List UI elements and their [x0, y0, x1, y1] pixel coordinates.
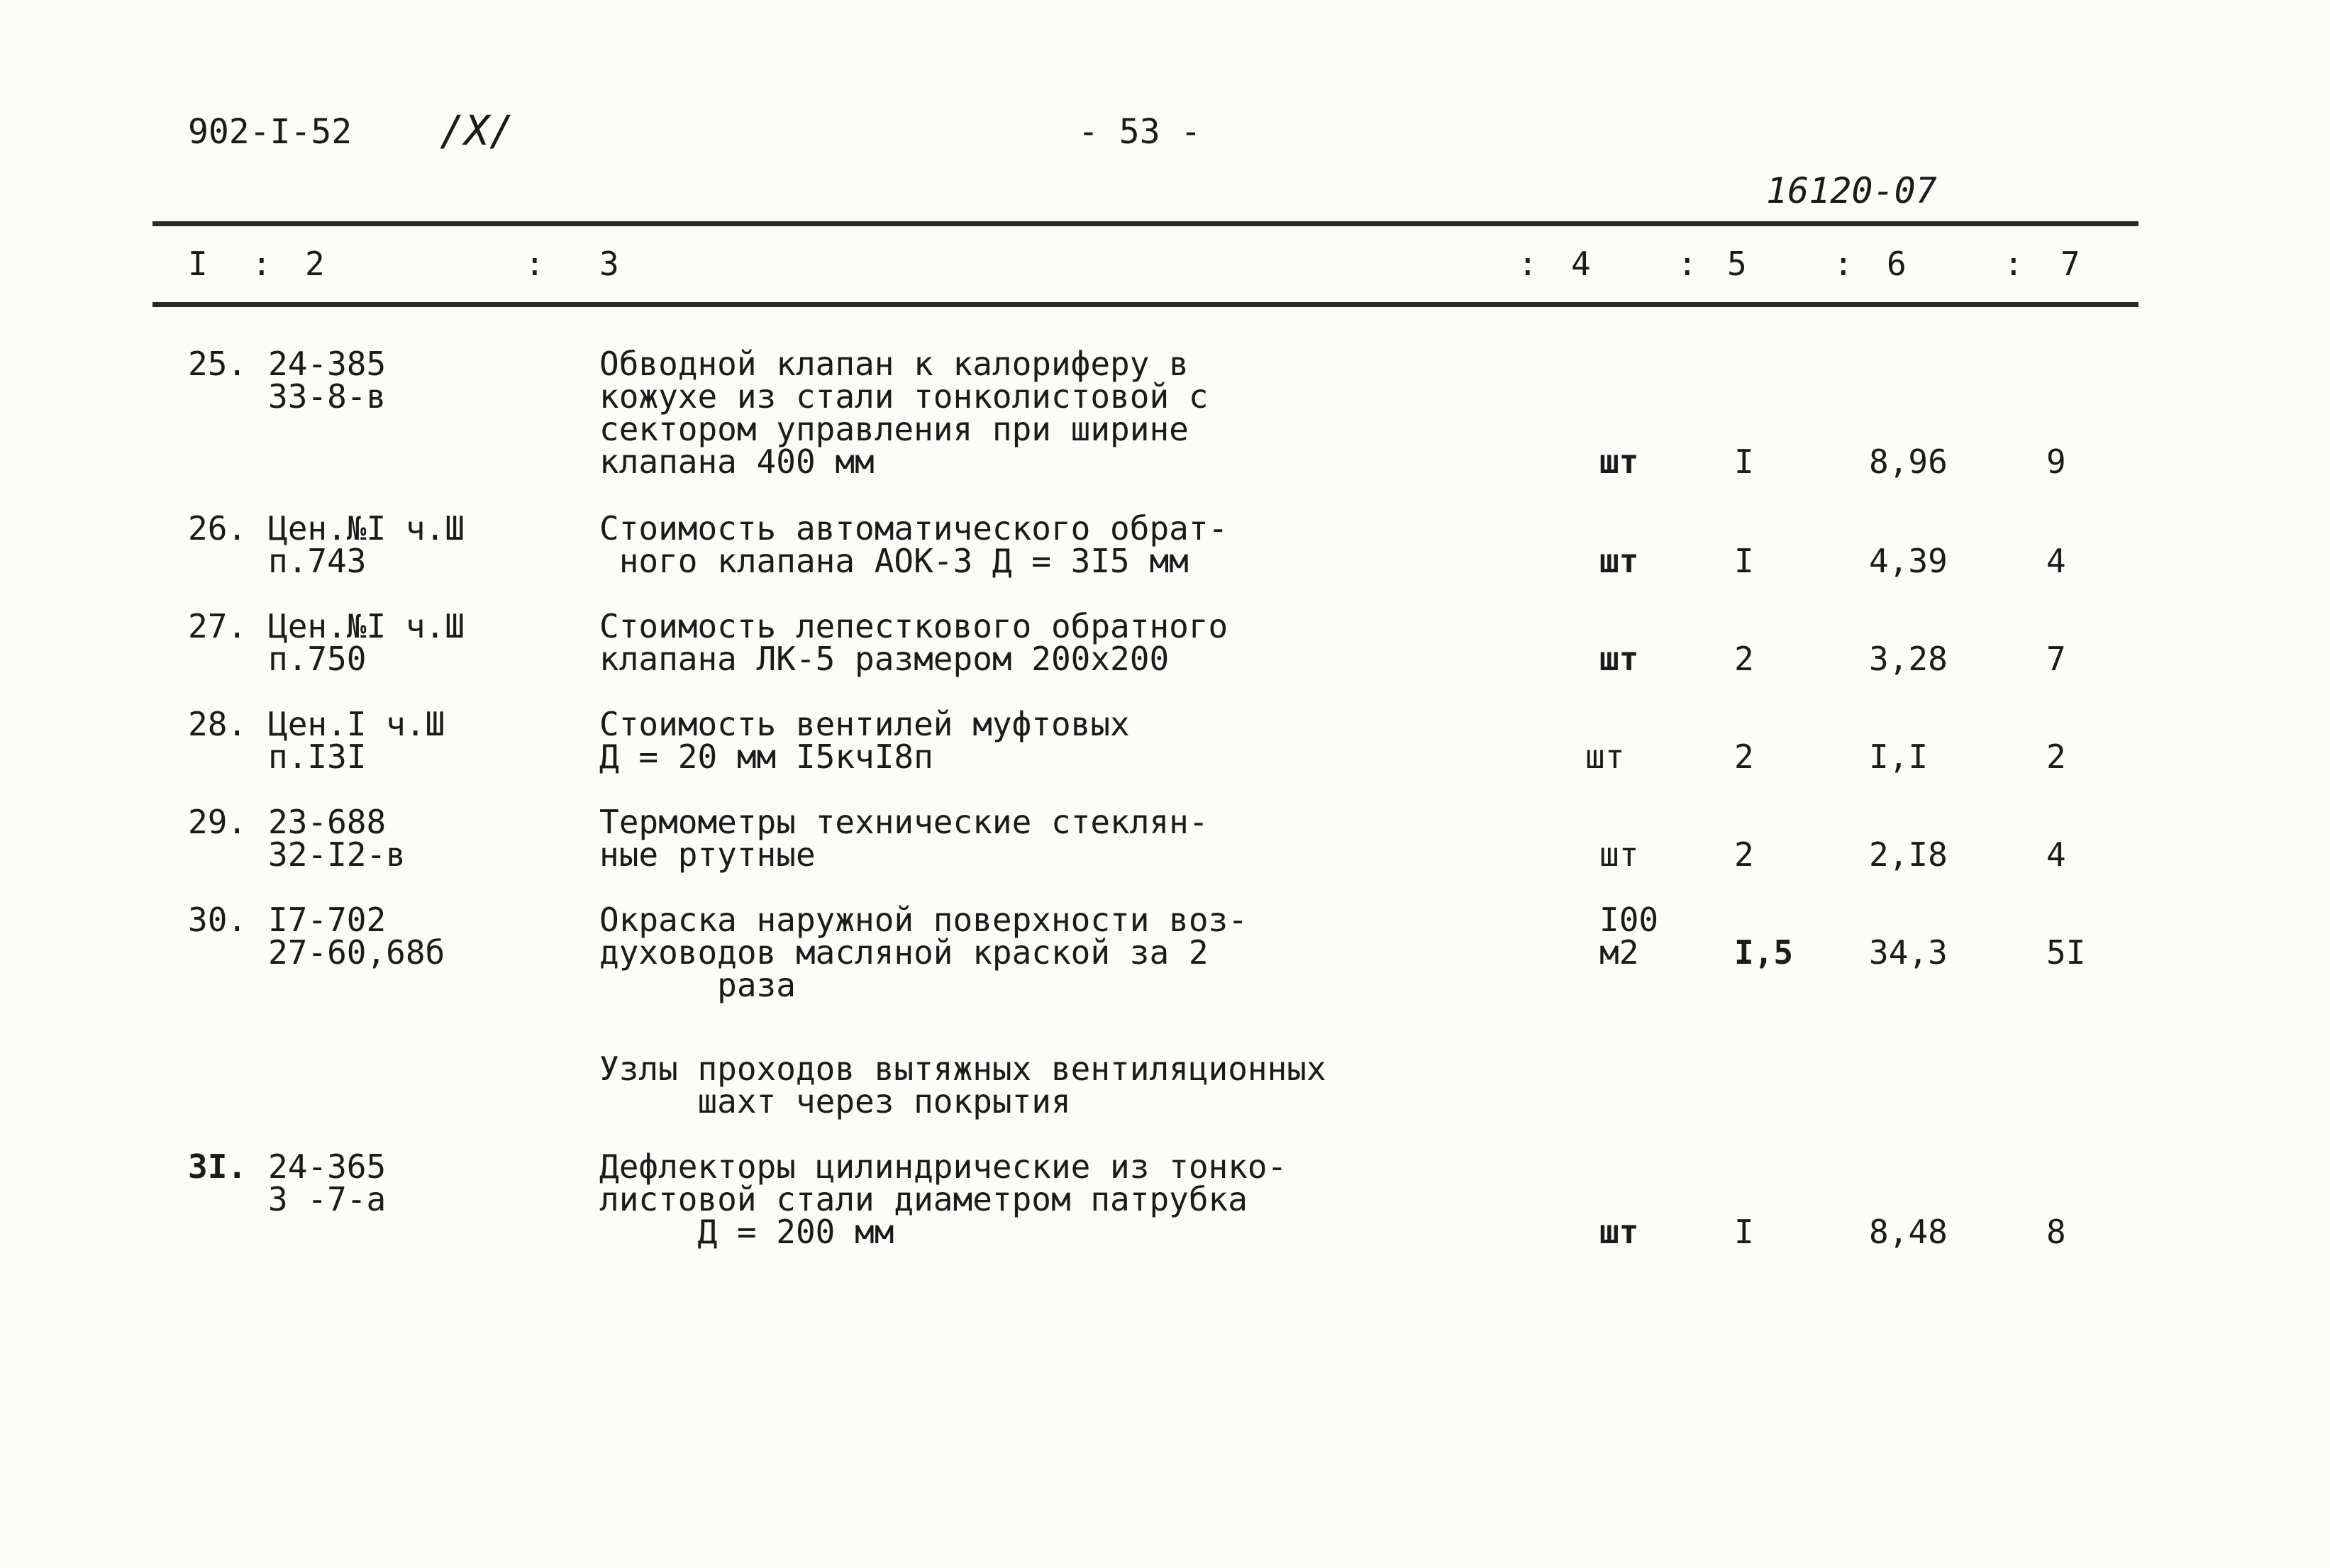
description-line: кожухе из стали тонколистовой с — [599, 377, 1209, 416]
unit: шт — [1599, 1213, 1639, 1251]
description-line: Д = 200 мм — [599, 1213, 894, 1251]
description-line: Окраска наружной поверхности воз- — [599, 901, 1248, 939]
reference-line: 27-60,68б — [268, 933, 445, 972]
reference-line: п.750 — [268, 640, 367, 678]
column-separator: : — [525, 245, 545, 283]
reference-line: п.743 — [268, 542, 367, 580]
unit-price: 2,I8 — [1869, 835, 1948, 874]
archive-code: 16120-07 — [1766, 170, 1937, 211]
column-separator: : — [252, 245, 272, 283]
document-code: 902-I-52 — [188, 112, 353, 152]
row-number: 3I. — [188, 1147, 248, 1186]
unit: шт — [1599, 835, 1639, 874]
description-line: Термометры технические стеклян- — [599, 803, 1209, 841]
total: 7 — [2046, 640, 2066, 678]
description-line: ные ртутные — [599, 835, 816, 874]
quantity: 2 — [1734, 835, 1754, 874]
reference-line: 24-385 — [268, 345, 387, 383]
total: 4 — [2046, 542, 2066, 580]
section-heading-line: шахт через покрытия — [599, 1082, 1071, 1121]
column-separator: : — [1834, 245, 1853, 283]
unit: шт — [1585, 738, 1625, 776]
description-line: Стоимость вентилей муфтовых — [599, 705, 1130, 743]
description-line: Д = 20 мм I5кчI8п — [599, 738, 933, 776]
row-number: 27. — [188, 607, 248, 645]
row-number: 29. — [188, 803, 248, 841]
column-separator: : — [1677, 245, 1697, 283]
reference-line: Цен.I ч.Ш — [268, 705, 445, 743]
total: 4 — [2046, 835, 2066, 874]
column-header-5: 5 — [1727, 245, 1747, 283]
unit: I00 м2 — [1599, 901, 1659, 972]
unit-price: 8,48 — [1869, 1213, 1948, 1251]
reference-line: I7-702 — [268, 901, 387, 939]
unit-price: I,I — [1869, 738, 1929, 776]
column-header-2: 2 — [305, 245, 325, 283]
description-line: клапана 400 мм — [599, 443, 875, 481]
quantity: I,5 — [1734, 933, 1794, 972]
unit: шт — [1599, 443, 1639, 481]
volume-mark: /X/ — [440, 106, 514, 155]
unit-price: 4,39 — [1869, 542, 1948, 580]
row-number: 26. — [188, 509, 248, 547]
page-number: - 53 - — [1078, 112, 1202, 152]
description-line: ного клапана АОК-3 Д = 3I5 мм — [599, 542, 1189, 580]
total: 8 — [2046, 1213, 2066, 1251]
row-number: 25. — [188, 345, 248, 383]
quantity: 2 — [1734, 640, 1754, 678]
unit-price: 34,3 — [1869, 933, 1948, 972]
reference-line: 3 -7-а — [268, 1180, 387, 1218]
table-header-top-rule — [152, 221, 2138, 226]
row-number: 28. — [188, 705, 248, 743]
description-line: листовой стали диаметром патрубка — [599, 1180, 1248, 1218]
row-number: 30. — [188, 901, 248, 939]
quantity: I — [1734, 542, 1754, 580]
reference-line: 32-I2-в — [268, 835, 406, 874]
column-header-3: 3 — [599, 245, 619, 283]
column-header-1: I — [188, 245, 208, 283]
quantity: I — [1734, 443, 1754, 481]
reference-line: Цен.№I ч.Ш — [268, 509, 465, 547]
total: 2 — [2046, 738, 2066, 776]
quantity: I — [1734, 1213, 1754, 1251]
description-line: сектором управления при ширине — [599, 410, 1189, 448]
description-line: духоводов масляной краской за 2 — [599, 933, 1209, 972]
description-line: раза — [599, 966, 796, 1004]
unit-price: 8,96 — [1869, 443, 1948, 481]
description-line: клапана ЛК-5 размером 200х200 — [599, 640, 1170, 678]
unit-price: 3,28 — [1869, 640, 1948, 678]
column-separator: : — [1518, 245, 1538, 283]
unit: шт — [1599, 640, 1639, 678]
column-header-4: 4 — [1571, 245, 1591, 283]
unit: шт — [1599, 542, 1639, 580]
table-header-bottom-rule — [152, 302, 2138, 307]
reference-line: 33-8-в — [268, 377, 387, 416]
reference-line: п.I3I — [268, 738, 367, 776]
column-separator: : — [2004, 245, 2024, 283]
column-header-6: 6 — [1887, 245, 1907, 283]
reference-line: Цен.№I ч.Ш — [268, 607, 465, 645]
description-line: Обводной клапан к калориферу в — [599, 345, 1189, 383]
description-line: Стоимость лепесткового обратного — [599, 607, 1228, 645]
total: 9 — [2046, 443, 2066, 481]
quantity: 2 — [1734, 738, 1754, 776]
section-heading-line: Узлы проходов вытяжных вентиляционных — [599, 1050, 1326, 1088]
reference-line: 24-365 — [268, 1147, 387, 1186]
reference-line: 23-688 — [268, 803, 387, 841]
column-header-7: 7 — [2060, 245, 2080, 283]
description-line: Стоимость автоматического обрат- — [599, 509, 1228, 547]
description-line: Дефлекторы цилиндрические из тонко- — [599, 1147, 1287, 1186]
total: 5I — [2046, 933, 2086, 972]
